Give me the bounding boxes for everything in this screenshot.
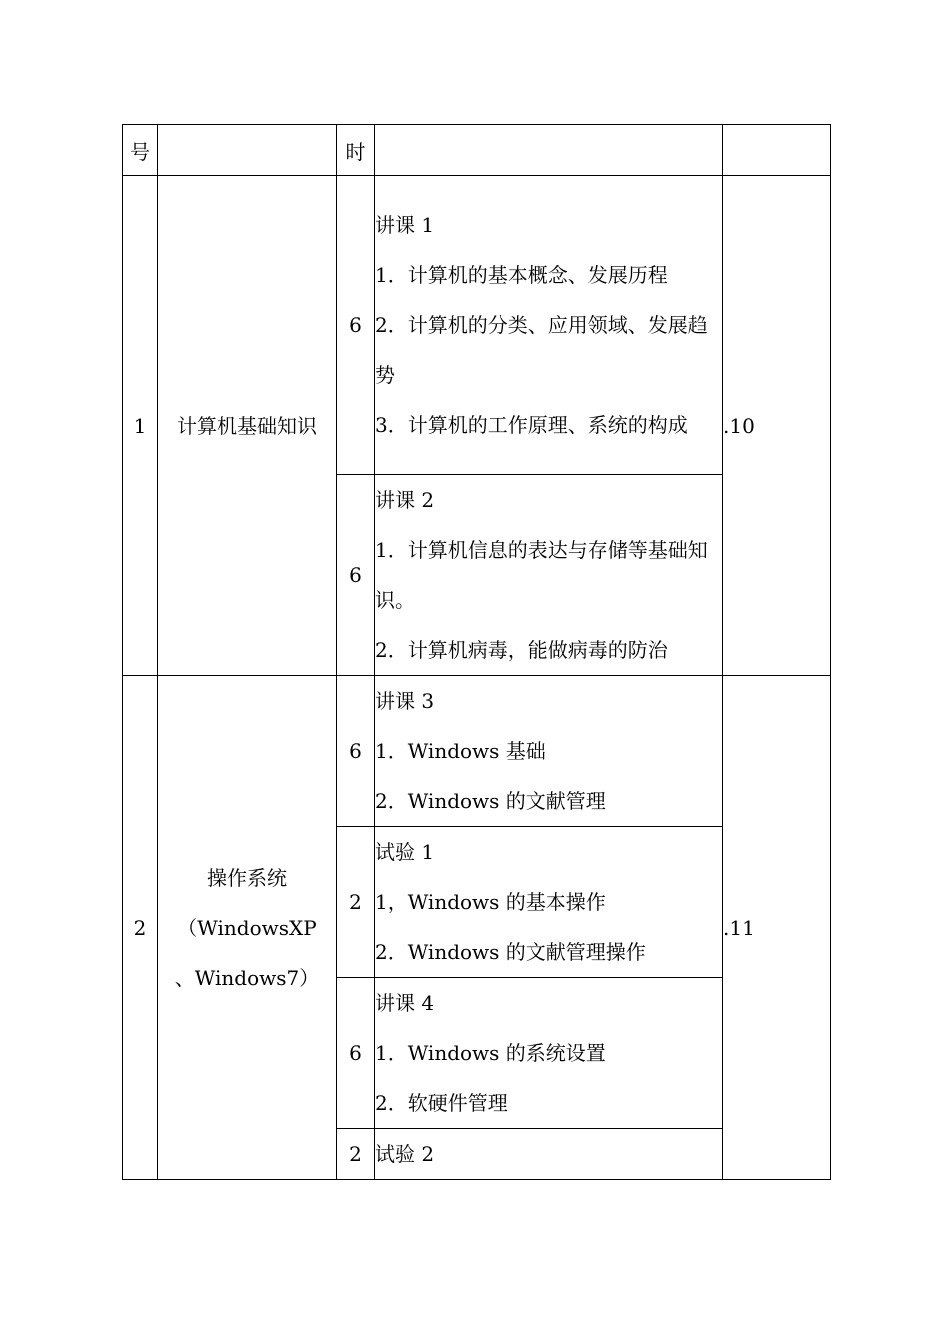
row-week: .11 xyxy=(723,676,831,1180)
table-row xyxy=(123,176,831,475)
lesson-item: 1．Windows 的系统设置 xyxy=(375,1041,606,1065)
row-topic: 计算机基础知识 xyxy=(158,176,337,676)
content-cell xyxy=(375,978,723,1129)
lesson-title: 试验 2 xyxy=(375,1142,435,1166)
header-no: 号 xyxy=(123,125,158,176)
content-cell xyxy=(375,827,723,978)
lesson-title: 讲课 1 xyxy=(375,213,435,237)
lesson-item: 1．计算机信息的表达与存储等基础知识。 xyxy=(375,538,708,612)
header-topic xyxy=(158,125,337,176)
lesson-title: 讲课 2 xyxy=(375,488,435,512)
topic-line: 、Windows7） xyxy=(174,965,320,990)
header-hours: 时 xyxy=(337,125,375,176)
content-cell xyxy=(375,676,723,827)
lesson-item: 1．计算机的基本概念、发展历程 xyxy=(375,263,668,287)
content-cell xyxy=(375,475,723,676)
content-cell xyxy=(375,176,723,475)
lesson-title: 讲课 4 xyxy=(375,991,435,1015)
topic-line: 操作系统 xyxy=(207,865,287,890)
hours-cell: 6 xyxy=(337,475,375,676)
lesson-item: 3．计算机的工作原理、系统的构成 xyxy=(375,413,688,437)
lesson-item: 2．计算机病毒，能做病毒的防治 xyxy=(375,638,668,662)
table-header-row xyxy=(123,125,831,176)
lesson-item: 2．软硬件管理 xyxy=(375,1091,508,1115)
hours-cell: 6 xyxy=(337,676,375,827)
lesson-item: 1，Windows 的基本操作 xyxy=(375,890,606,914)
hours-cell: 2 xyxy=(337,827,375,978)
lesson-title: 讲课 3 xyxy=(375,689,435,713)
lesson-item: 2．Windows 的文献管理 xyxy=(375,789,606,813)
topic-line: （WindowsXP xyxy=(177,915,317,940)
row-week: .10 xyxy=(723,176,831,676)
header-week xyxy=(723,125,831,176)
hours-cell: 6 xyxy=(337,176,375,475)
table-row xyxy=(123,676,831,827)
course-schedule-table xyxy=(122,124,831,1180)
hours-cell: 6 xyxy=(337,978,375,1129)
content-cell xyxy=(375,1129,723,1180)
row-no: 2 xyxy=(123,676,158,1180)
lesson-item: 1．Windows 基础 xyxy=(375,739,546,763)
row-no: 1 xyxy=(123,176,158,676)
row-topic xyxy=(158,676,337,1180)
header-content xyxy=(375,125,723,176)
lesson-item: 2．计算机的分类、应用领域、发展趋势 xyxy=(375,313,708,387)
lesson-item: 2．Windows 的文献管理操作 xyxy=(375,940,646,964)
lesson-title: 试验 1 xyxy=(375,840,435,864)
hours-cell: 2 xyxy=(337,1129,375,1180)
